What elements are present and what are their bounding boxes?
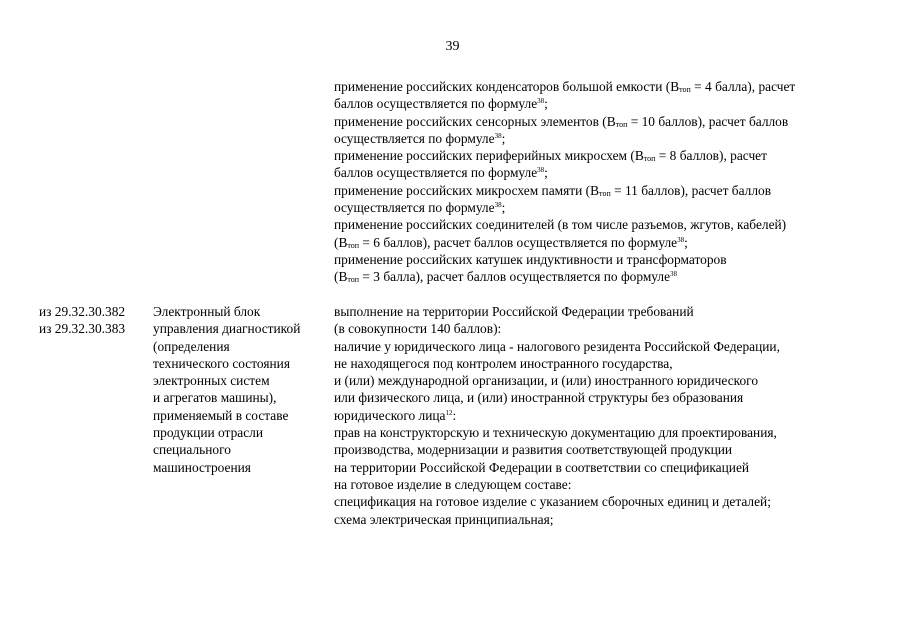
top-requirements-list xyxy=(334,78,795,286)
okpd-code: из 29.32.30.383 xyxy=(39,321,126,337)
requirement-line: осуществляется по формуле$^{38}$; xyxy=(334,130,506,146)
requirement-line: схема электрическая принципиальная; xyxy=(334,511,554,527)
okpd-codes-cell xyxy=(39,303,125,338)
requirement-line: производства, модернизации и развития соответствующей продукции xyxy=(334,442,733,458)
product-name-line: применяемый в составе xyxy=(153,407,289,423)
requirement-line: применение российских конденсаторов большой емкости ($В_{топ} = 4$ балла), расчет xyxy=(334,79,796,94)
product-name-line: электронных систем xyxy=(153,373,270,389)
requirement-line: применение российских соединителей (в том числе разъемов, жгутов, кабелей) xyxy=(334,217,787,233)
product-name-line: специального xyxy=(153,442,231,458)
requirement-line: наличие у юридического лица - налогового резидента Российской Федерации, xyxy=(334,338,780,354)
requirement-line: применение российских катушек индуктивности и трансформаторов xyxy=(334,251,727,267)
requirement-line: прав на конструкторскую и техническую документацию для проектирования, xyxy=(334,425,777,441)
product-name-line: и агрегатов машины), xyxy=(153,390,277,406)
product-name-line: технического состояния xyxy=(153,355,291,371)
requirement-line: применение российских микросхем памяти ($В_{топ} = 11$ баллов), расчет баллов xyxy=(334,182,772,198)
page-number: 39 xyxy=(445,39,460,54)
requirement-line: на готовое изделие в следующем составе: xyxy=(334,476,572,492)
product-name-line: продукции отрасли xyxy=(153,425,263,441)
requirement-line: или физического лица, и (или) иностранной структуры без образования xyxy=(334,390,744,406)
requirement-line: спецификация на готовое изделие с указанием сборочных единиц и деталей; xyxy=(334,494,771,510)
requirement-line: юридического лица$^{12}$: xyxy=(334,407,457,423)
requirement-line: применение российских периферийных микросхем ($В_{топ} = 8$ баллов), расчет xyxy=(334,148,767,164)
requirement-line: ($В_{топ} = 3$ балла), расчет баллов осуществляется по формуле$^{38}$ xyxy=(334,269,678,285)
requirement-line: на территории Российской Федерации в соответствии со спецификацией xyxy=(334,459,750,475)
product-name-line: управления диагностикой xyxy=(153,321,301,337)
product-name-cell xyxy=(153,303,300,476)
requirement-line: выполнение на территории Российской Федерации требований xyxy=(334,304,694,319)
requirement-line: осуществляется по формуле$^{38}$; xyxy=(334,200,506,216)
requirement-line: применение российских сенсорных элементов ($В_{топ} = 10$ баллов), расчет баллов xyxy=(334,113,789,129)
requirement-line: ($В_{топ} = 6$ баллов), расчет баллов осуществляется по формуле$^{38}$; xyxy=(334,234,688,250)
requirement-line: баллов осуществляется по формуле$^{38}$; xyxy=(334,165,548,181)
requirement-line: не находящегося под контролем иностранного государства, xyxy=(334,355,673,371)
product-name-line: машиностроения xyxy=(153,459,251,475)
okpd-code: из 29.32.30.382 xyxy=(39,304,126,319)
requirement-line: (в совокупности 140 баллов): xyxy=(334,321,502,337)
product-name-line: (определения xyxy=(153,338,230,354)
requirements-cell xyxy=(334,303,780,528)
requirement-line: и (или) международной организации, и (или) иностранного юридического xyxy=(334,373,759,389)
requirement-line: баллов осуществляется по формуле$^{38}$; xyxy=(334,96,548,112)
product-name-line: Электронный блок xyxy=(153,304,261,319)
